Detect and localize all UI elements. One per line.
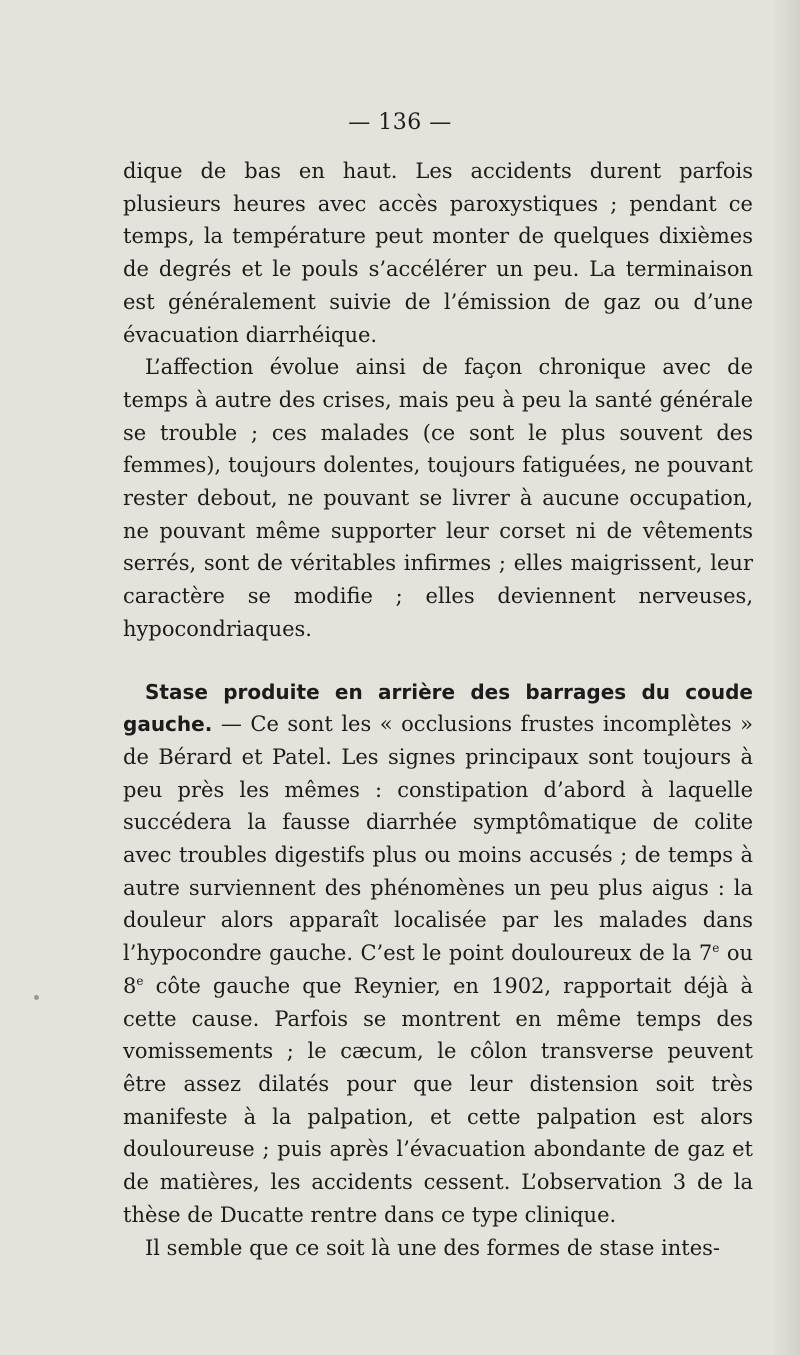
paragraph-2: L’affection évolue ainsi de façon chronique avec de temps à autre des crises, mais peu à peu la santé générale se trouble ; ces malades (ce sont le plus souvent des femmes), toujours dolentes, toujours fatiguées, ne pouvant rester debout, ne pouvant se livrer à aucune occupation, ne pouvant même supporter leur corset ni de vêtements serrés, sont de véritables infirmes ; elles maigrissent, leur caractère se modifie ; elles deviennent nerveuses, hypocondriaques. [123, 355, 753, 641]
paragraph-1: dique de bas en haut. Les accidents durent parfois plusieurs heures avec accès paroxystiques ; pendant ce temps, la température peut monter de quelques dixièmes de degrés et le pouls s’accélérer un peu. La terminaison est généralement suivie de l’émission de gaz ou d’une évacuation diarrhéique. [123, 159, 753, 347]
margin-speck [34, 995, 39, 1000]
section-text-a: — Ce sont les « occlusions frustes incomplètes » de Bérard et Patel. Les signes principaux sont toujours à peu près les mêmes : constipation d’abord à laquelle succédera la fausse diarrhée symptômatique de colite avec troubles digestifs plus ou moins accusés ; de temps à autre surviennent des phénomènes un peu plus aigus : la douleur alors apparaît localisée par les malades dans l’hypocondre gauche. C’est le point douloureux de la 7 [123, 712, 753, 966]
body-text [123, 155, 753, 1264]
superscript-e-2: e [136, 973, 144, 988]
superscript-e-1: e [712, 941, 720, 956]
section-heading: Stase produite en arrière des barrages du coude gauche. [123, 679, 753, 737]
section-paragraph [123, 676, 753, 1232]
section-text-c: côte gauche que Reynier, en 1902, rapportait déjà à cette cause. Parfois se montrent en même temps des vomissements ; le cæcum, le côlon transverse peuvent être assez dilatés pour que leur distension soit très manifeste à la palpation, et cette palpation est alors douloureuse ; puis après l’évacuation abondante de gaz et de matières, les accidents cessent. L’observation 3 de la thèse de Ducatte rentre dans ce type clinique. [123, 973, 753, 1227]
paragraph-last: Il semble que ce soit là une des formes de stase intes- [145, 1235, 721, 1260]
page-edge-shadow [772, 0, 800, 1355]
page-number: — 136 — [348, 110, 452, 135]
section-text-b: ou 8 [123, 941, 754, 998]
